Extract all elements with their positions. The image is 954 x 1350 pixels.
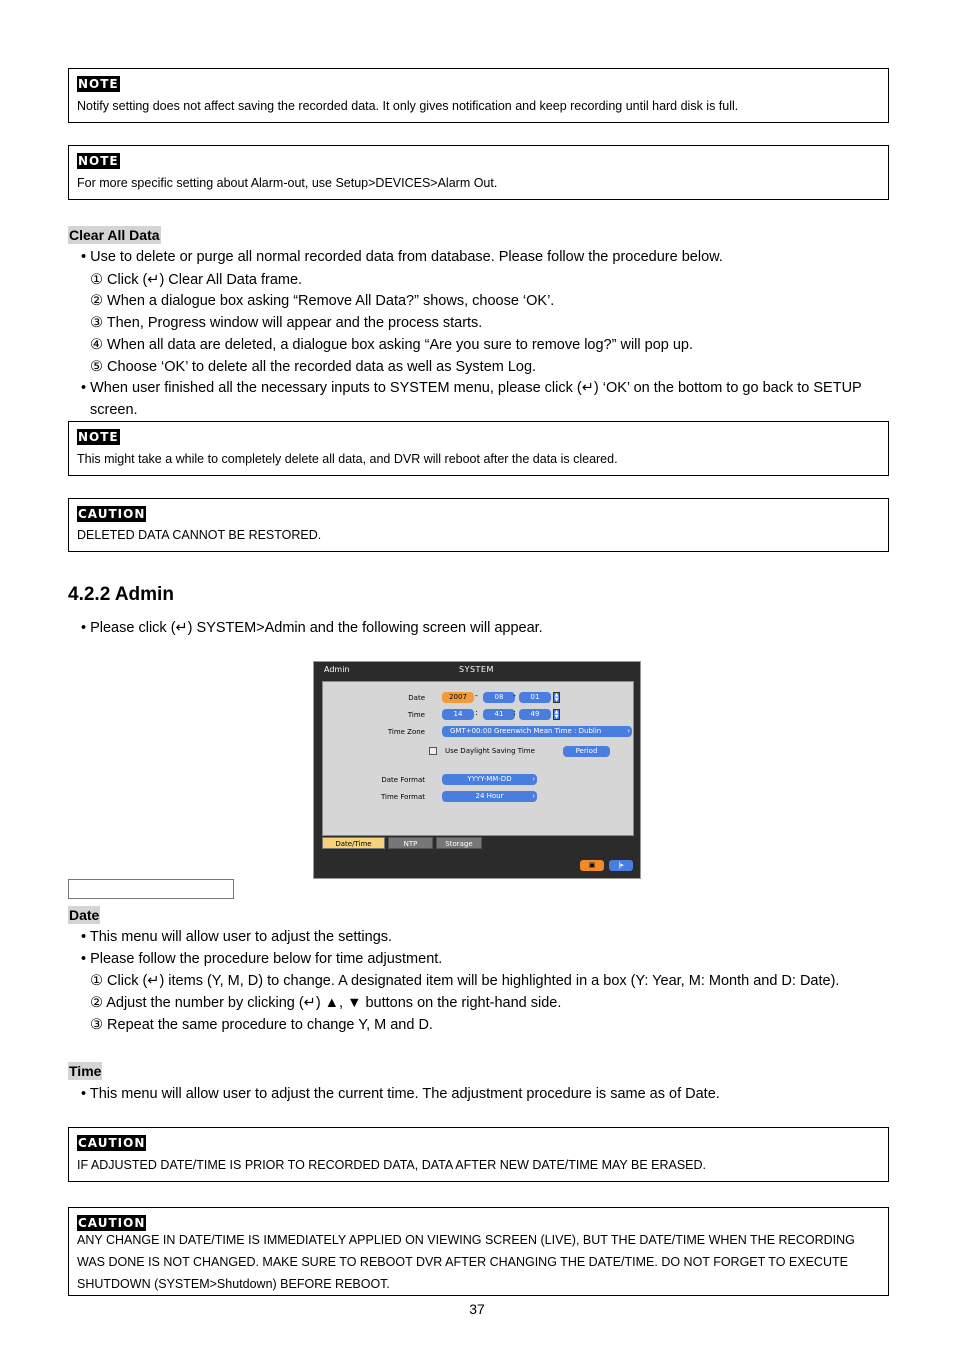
tab-date-time[interactable]: Date/Time bbox=[322, 837, 385, 849]
clear-step-1: ① Click (↵) Clear All Data frame. bbox=[90, 272, 303, 288]
time-bullet-1: • This menu will allow user to adjust the current time. The adjustment procedure is same as of Date. bbox=[81, 1086, 720, 1102]
timezone-label: Time Zone bbox=[387, 728, 425, 736]
date-step-3: ③ Repeat the same procedure to change Y, M and D. bbox=[90, 1017, 433, 1033]
caution-tag: CAUTION bbox=[78, 507, 146, 521]
timezone-value: GMT+00:00 Greenwich Mean Time : Dublin bbox=[450, 727, 602, 735]
clear-step-5: ⑤ Choose ‘OK’ to delete all the recorded data as well as System Log. bbox=[90, 359, 537, 375]
section-title: 4.2.2 Admin bbox=[68, 584, 174, 605]
clear-bullet-2-cont: screen. bbox=[90, 402, 138, 418]
caution-box-2 bbox=[68, 1127, 889, 1182]
date-day-field[interactable]: 01 bbox=[519, 692, 551, 703]
note-text: This might take a while to completely delete all data, and DVR will reboot after the data is cleared. bbox=[77, 452, 618, 466]
admin-bullet: • Please click (↵) SYSTEM>Admin and the following screen will appear. bbox=[81, 620, 543, 636]
dvr-screenshot bbox=[313, 661, 641, 879]
date-year-field[interactable]: 2007 bbox=[442, 692, 474, 703]
date-format-select[interactable] bbox=[442, 774, 537, 785]
date-spinner[interactable]: ▲ ▼ bbox=[554, 692, 559, 703]
time-format-select[interactable] bbox=[442, 791, 537, 802]
tab-storage[interactable]: Storage bbox=[436, 837, 482, 849]
time-sep: : bbox=[513, 708, 516, 717]
note-tag: NOTE bbox=[78, 77, 119, 91]
date-heading: Date bbox=[69, 907, 100, 923]
chevron-right-icon: › bbox=[532, 792, 535, 800]
date-bullet-2: • Please follow the procedure below for time adjustment. bbox=[81, 951, 443, 967]
time-spinner[interactable]: ▲ ▼ bbox=[554, 709, 559, 720]
menu-title: SYSTEM bbox=[459, 665, 494, 674]
tab-ntp[interactable]: NTP bbox=[388, 837, 433, 849]
caution-text-line-3: SHUTDOWN (SYSTEM>Shutdown) BEFORE REBOOT. bbox=[77, 1277, 390, 1291]
page-number: 37 bbox=[469, 1301, 485, 1317]
date-sep: - bbox=[513, 691, 516, 700]
caution-box-3 bbox=[68, 1207, 889, 1296]
caution-box-1 bbox=[68, 498, 889, 552]
caution-text-line-1: ANY CHANGE IN DATE/TIME IS IMMEDIATELY APPLIED ON VIEWING SCREEN (LIVE), BUT THE DATE/TIME WHEN THE RECORDING bbox=[77, 1233, 855, 1247]
note-tag: NOTE bbox=[78, 154, 119, 168]
date-format-label: Date Format bbox=[381, 776, 425, 784]
settings-panel bbox=[322, 681, 634, 836]
date-format-value: YYYY-MM-DD bbox=[467, 775, 512, 783]
clear-step-2: ② When a dialogue box asking “Remove All Data?” shows, choose ‘OK’. bbox=[90, 293, 555, 309]
time-heading: Time bbox=[69, 1063, 102, 1079]
date-step-1: ① Click (↵) items (Y, M, D) to change. A designated item will be highlighted in a box (Y: Year, M: Month and D: Date). bbox=[90, 973, 840, 989]
exit-button[interactable]: |▸ bbox=[609, 860, 633, 871]
time-format-label: Time Format bbox=[380, 793, 425, 801]
clear-bullet-2: • When user finished all the necessary inputs to SYSTEM menu, please click (↵) ‘OK’ on the bottom to go back to SETUP bbox=[81, 380, 862, 396]
clear-bullet-1: • Use to delete or purge all normal recorded data from database. Please follow the procedure below. bbox=[81, 249, 723, 265]
clear-step-3: ③ Then, Progress window will appear and the process starts. bbox=[90, 315, 483, 331]
chevron-right-icon: › bbox=[532, 775, 535, 783]
caution-tag: CAUTION bbox=[78, 1136, 146, 1150]
timezone-select[interactable] bbox=[442, 726, 632, 737]
time-label: Time bbox=[407, 711, 425, 719]
note-box-1 bbox=[68, 68, 889, 123]
caption-box bbox=[68, 879, 234, 899]
clear-step-4: ④ When all data are deleted, a dialogue box asking “Are you sure to remove log?” will pop up. bbox=[90, 337, 694, 353]
caution-text: DELETED DATA CANNOT BE RESTORED. bbox=[77, 528, 322, 542]
time-sep: : bbox=[475, 708, 478, 717]
note-text: Notify setting does not affect saving the recorded data. It only gives notification and keep recording until hard disk is full. bbox=[77, 99, 739, 113]
clear-all-data-heading: Clear All Data bbox=[69, 227, 160, 243]
dst-checkbox[interactable] bbox=[429, 747, 437, 755]
chevron-right-icon: › bbox=[627, 727, 630, 735]
date-sep: - bbox=[475, 691, 478, 700]
save-button[interactable]: ▣ bbox=[580, 860, 604, 871]
note-text: For more specific setting about Alarm-out, use Setup>DEVICES>Alarm Out. bbox=[77, 176, 498, 190]
date-label: Date bbox=[408, 694, 425, 702]
caution-text-line-2: WAS DONE IS NOT CHANGED. MAKE SURE TO REBOOT DVR AFTER CHANGING THE DATE/TIME. DO NOT FORGET TO EXECUTE bbox=[77, 1255, 848, 1269]
note-tag: NOTE bbox=[78, 430, 119, 444]
note-box-3 bbox=[68, 421, 889, 476]
date-month-field[interactable]: 08 bbox=[483, 692, 515, 703]
window-title: Admin bbox=[324, 665, 350, 674]
caution-text: IF ADJUSTED DATE/TIME IS PRIOR TO RECORDED DATA, DATA AFTER NEW DATE/TIME MAY BE ERASED. bbox=[77, 1158, 707, 1172]
caution-tag: CAUTION bbox=[78, 1216, 146, 1230]
dst-label: Use Daylight Saving Time bbox=[445, 747, 535, 755]
time-minute-field[interactable]: 41 bbox=[483, 709, 515, 720]
date-bullet-1: • This menu will allow user to adjust the settings. bbox=[81, 929, 393, 945]
period-button[interactable]: Period bbox=[563, 746, 610, 757]
time-second-field[interactable]: 49 bbox=[519, 709, 551, 720]
time-hour-field[interactable]: 14 bbox=[442, 709, 474, 720]
time-format-value: 24 Hour bbox=[475, 792, 504, 800]
date-step-2: ② Adjust the number by clicking (↵) ▲, ▼ buttons on the right-hand side. bbox=[90, 995, 562, 1011]
note-box-2 bbox=[68, 145, 889, 200]
